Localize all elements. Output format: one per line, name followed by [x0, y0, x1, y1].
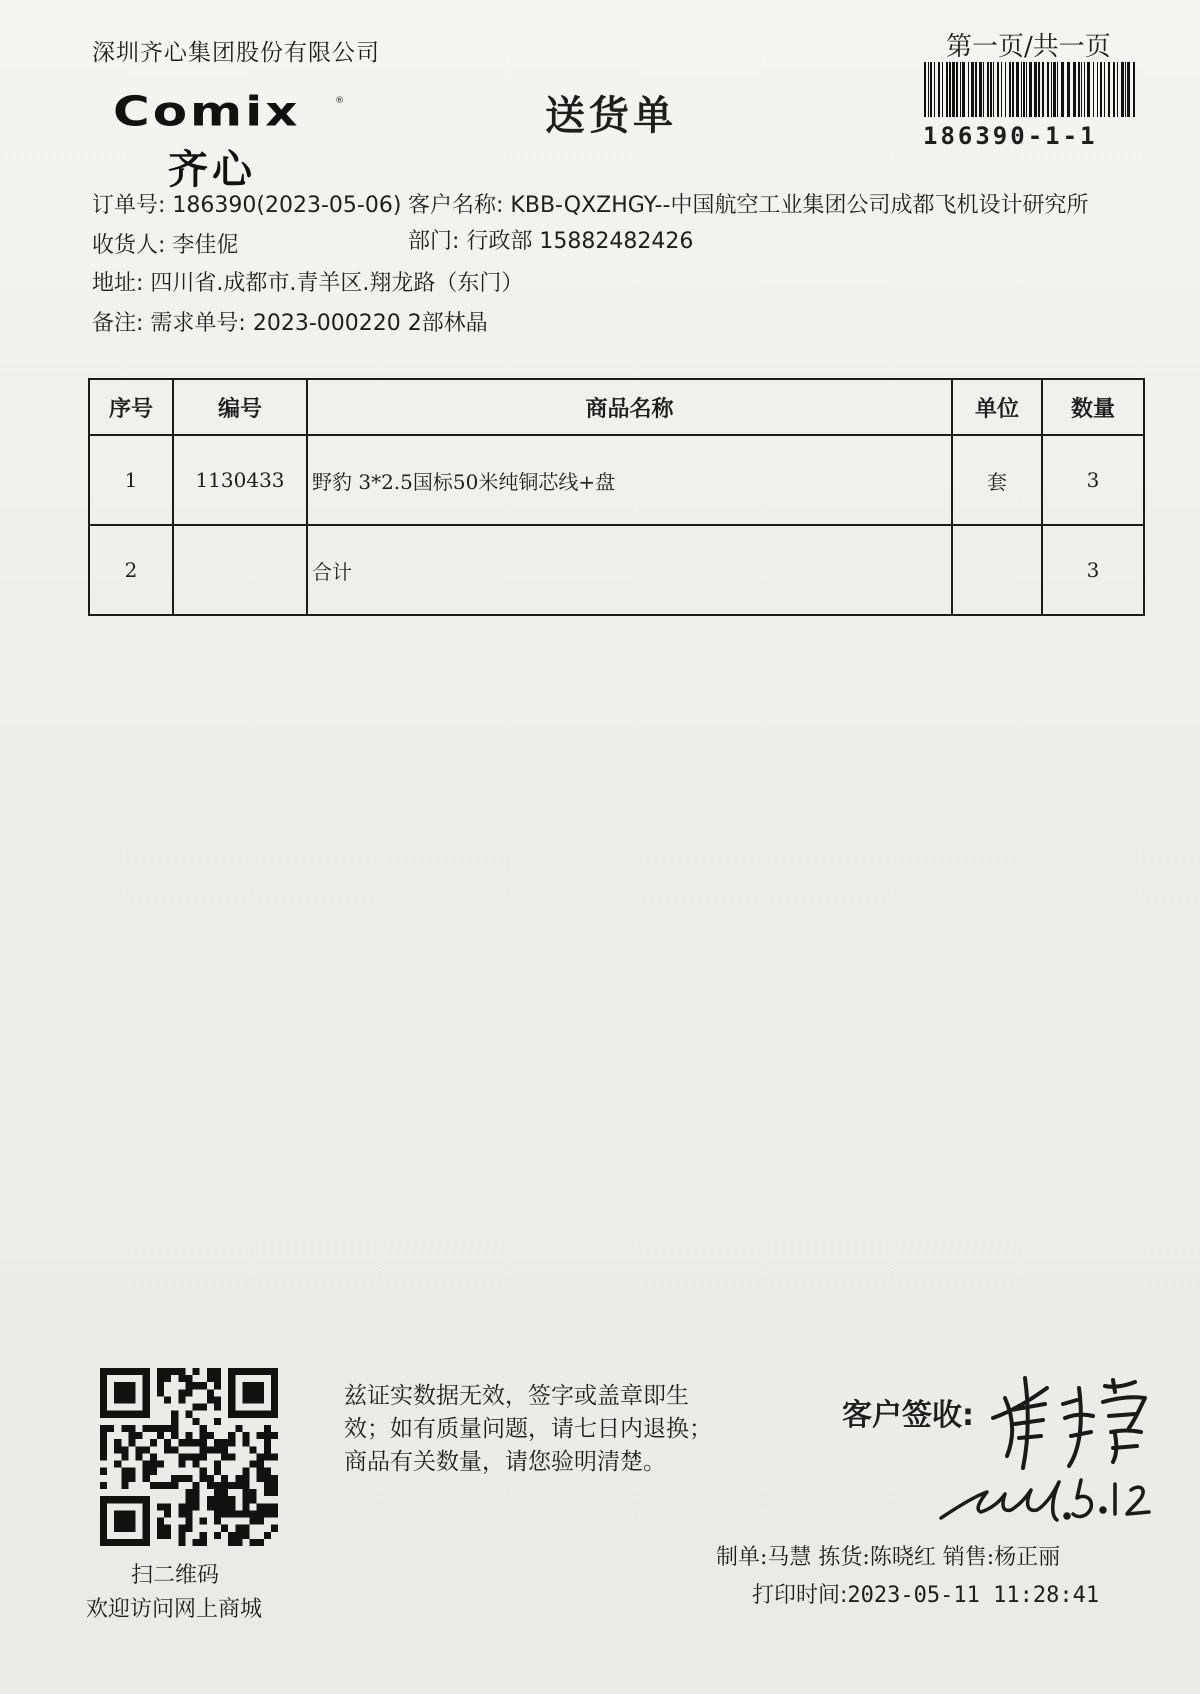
handwritten-date — [935, 1460, 1165, 1530]
logo-registered-mark: ® — [335, 96, 344, 106]
qr-caption-scan: 扫二维码 — [131, 1563, 220, 1588]
comix-logo — [113, 88, 353, 193]
notice-line: 商品有关数量，请您验明清楚。 — [344, 1449, 666, 1475]
department-label: 部门: — [408, 229, 460, 254]
remark-row — [92, 306, 488, 337]
cell-quantity: 3 — [1042, 435, 1144, 525]
qr-code-icon — [100, 1368, 278, 1546]
cell-product-name: 合计 — [307, 525, 952, 615]
cell-unit — [952, 525, 1042, 615]
customer-value: KBB-QXZHGY--中国航空工业集团公司成都飞机设计研究所 — [510, 193, 1089, 218]
cell-code — [173, 525, 307, 615]
address-label: 地址: — [92, 271, 144, 296]
table-row — [89, 525, 1144, 615]
cell-seq: 1 — [89, 435, 173, 525]
logo-chinese: 齐心 — [168, 147, 256, 193]
document-title: 送货单 — [545, 93, 677, 139]
items-table — [88, 378, 1145, 616]
logo-english: Comix — [113, 88, 301, 136]
page-info: 第一页/共一页 — [946, 32, 1111, 62]
print-time — [752, 1578, 1099, 1609]
table-row — [89, 435, 1144, 525]
header-quantity: 数量 — [1042, 379, 1144, 435]
cell-product-name: 野豹 3*2.5国标50米纯铜芯线+盘 — [307, 435, 952, 525]
notice-line: 效；如有质量问题，请七日内退换； — [344, 1416, 712, 1442]
barcode-icon — [922, 62, 1137, 117]
cell-seq: 2 — [89, 525, 173, 615]
address-row — [92, 266, 523, 297]
cell-unit: 套 — [952, 435, 1042, 525]
staff-info: 制单:马慧 拣货:陈晓红 销售:杨正丽 — [716, 1545, 1061, 1570]
company-name: 深圳齐心集团股份有限公司 — [92, 40, 380, 66]
cell-code: 1130433 — [173, 435, 307, 525]
department-value: 行政部 15882482426 — [466, 229, 694, 254]
receiver-value: 李佳伲 — [172, 233, 239, 258]
order-number-label: 订单号: — [92, 193, 166, 218]
cell-quantity: 3 — [1042, 525, 1144, 615]
remark-value: 需求单号: 2023-000220 2部林晶 — [150, 311, 488, 336]
print-time-value: 2023-05-11 11:28:41 — [847, 1583, 1100, 1608]
remark-label: 备注: — [92, 311, 144, 336]
address-value: 四川省.成都市.青羊区.翔龙路（东门） — [150, 271, 524, 296]
header-code: 编号 — [173, 379, 307, 435]
department-row — [408, 224, 693, 255]
table-header-row — [89, 379, 1144, 435]
header-unit: 单位 — [952, 379, 1042, 435]
receiver-label: 收货人: — [92, 233, 166, 258]
receiver-row — [92, 228, 238, 259]
customer-label: 客户名称: — [408, 193, 504, 218]
header-seq: 序号 — [89, 379, 173, 435]
qr-caption-mall: 欢迎访问网上商城 — [86, 1597, 263, 1622]
notice-line: 兹证实数据无效，签字或盖章即生 — [344, 1383, 689, 1409]
order-number-row — [92, 188, 401, 219]
print-time-label: 打印时间: — [752, 1583, 848, 1608]
order-number-value: 186390(2023-05-06) — [172, 193, 402, 218]
notice-text — [344, 1380, 754, 1479]
barcode-number: 186390-1-1 — [923, 122, 1098, 150]
customer-row — [408, 188, 1088, 219]
customer-sign-label: 客户签收: — [842, 1398, 974, 1433]
header-product-name: 商品名称 — [307, 379, 952, 435]
